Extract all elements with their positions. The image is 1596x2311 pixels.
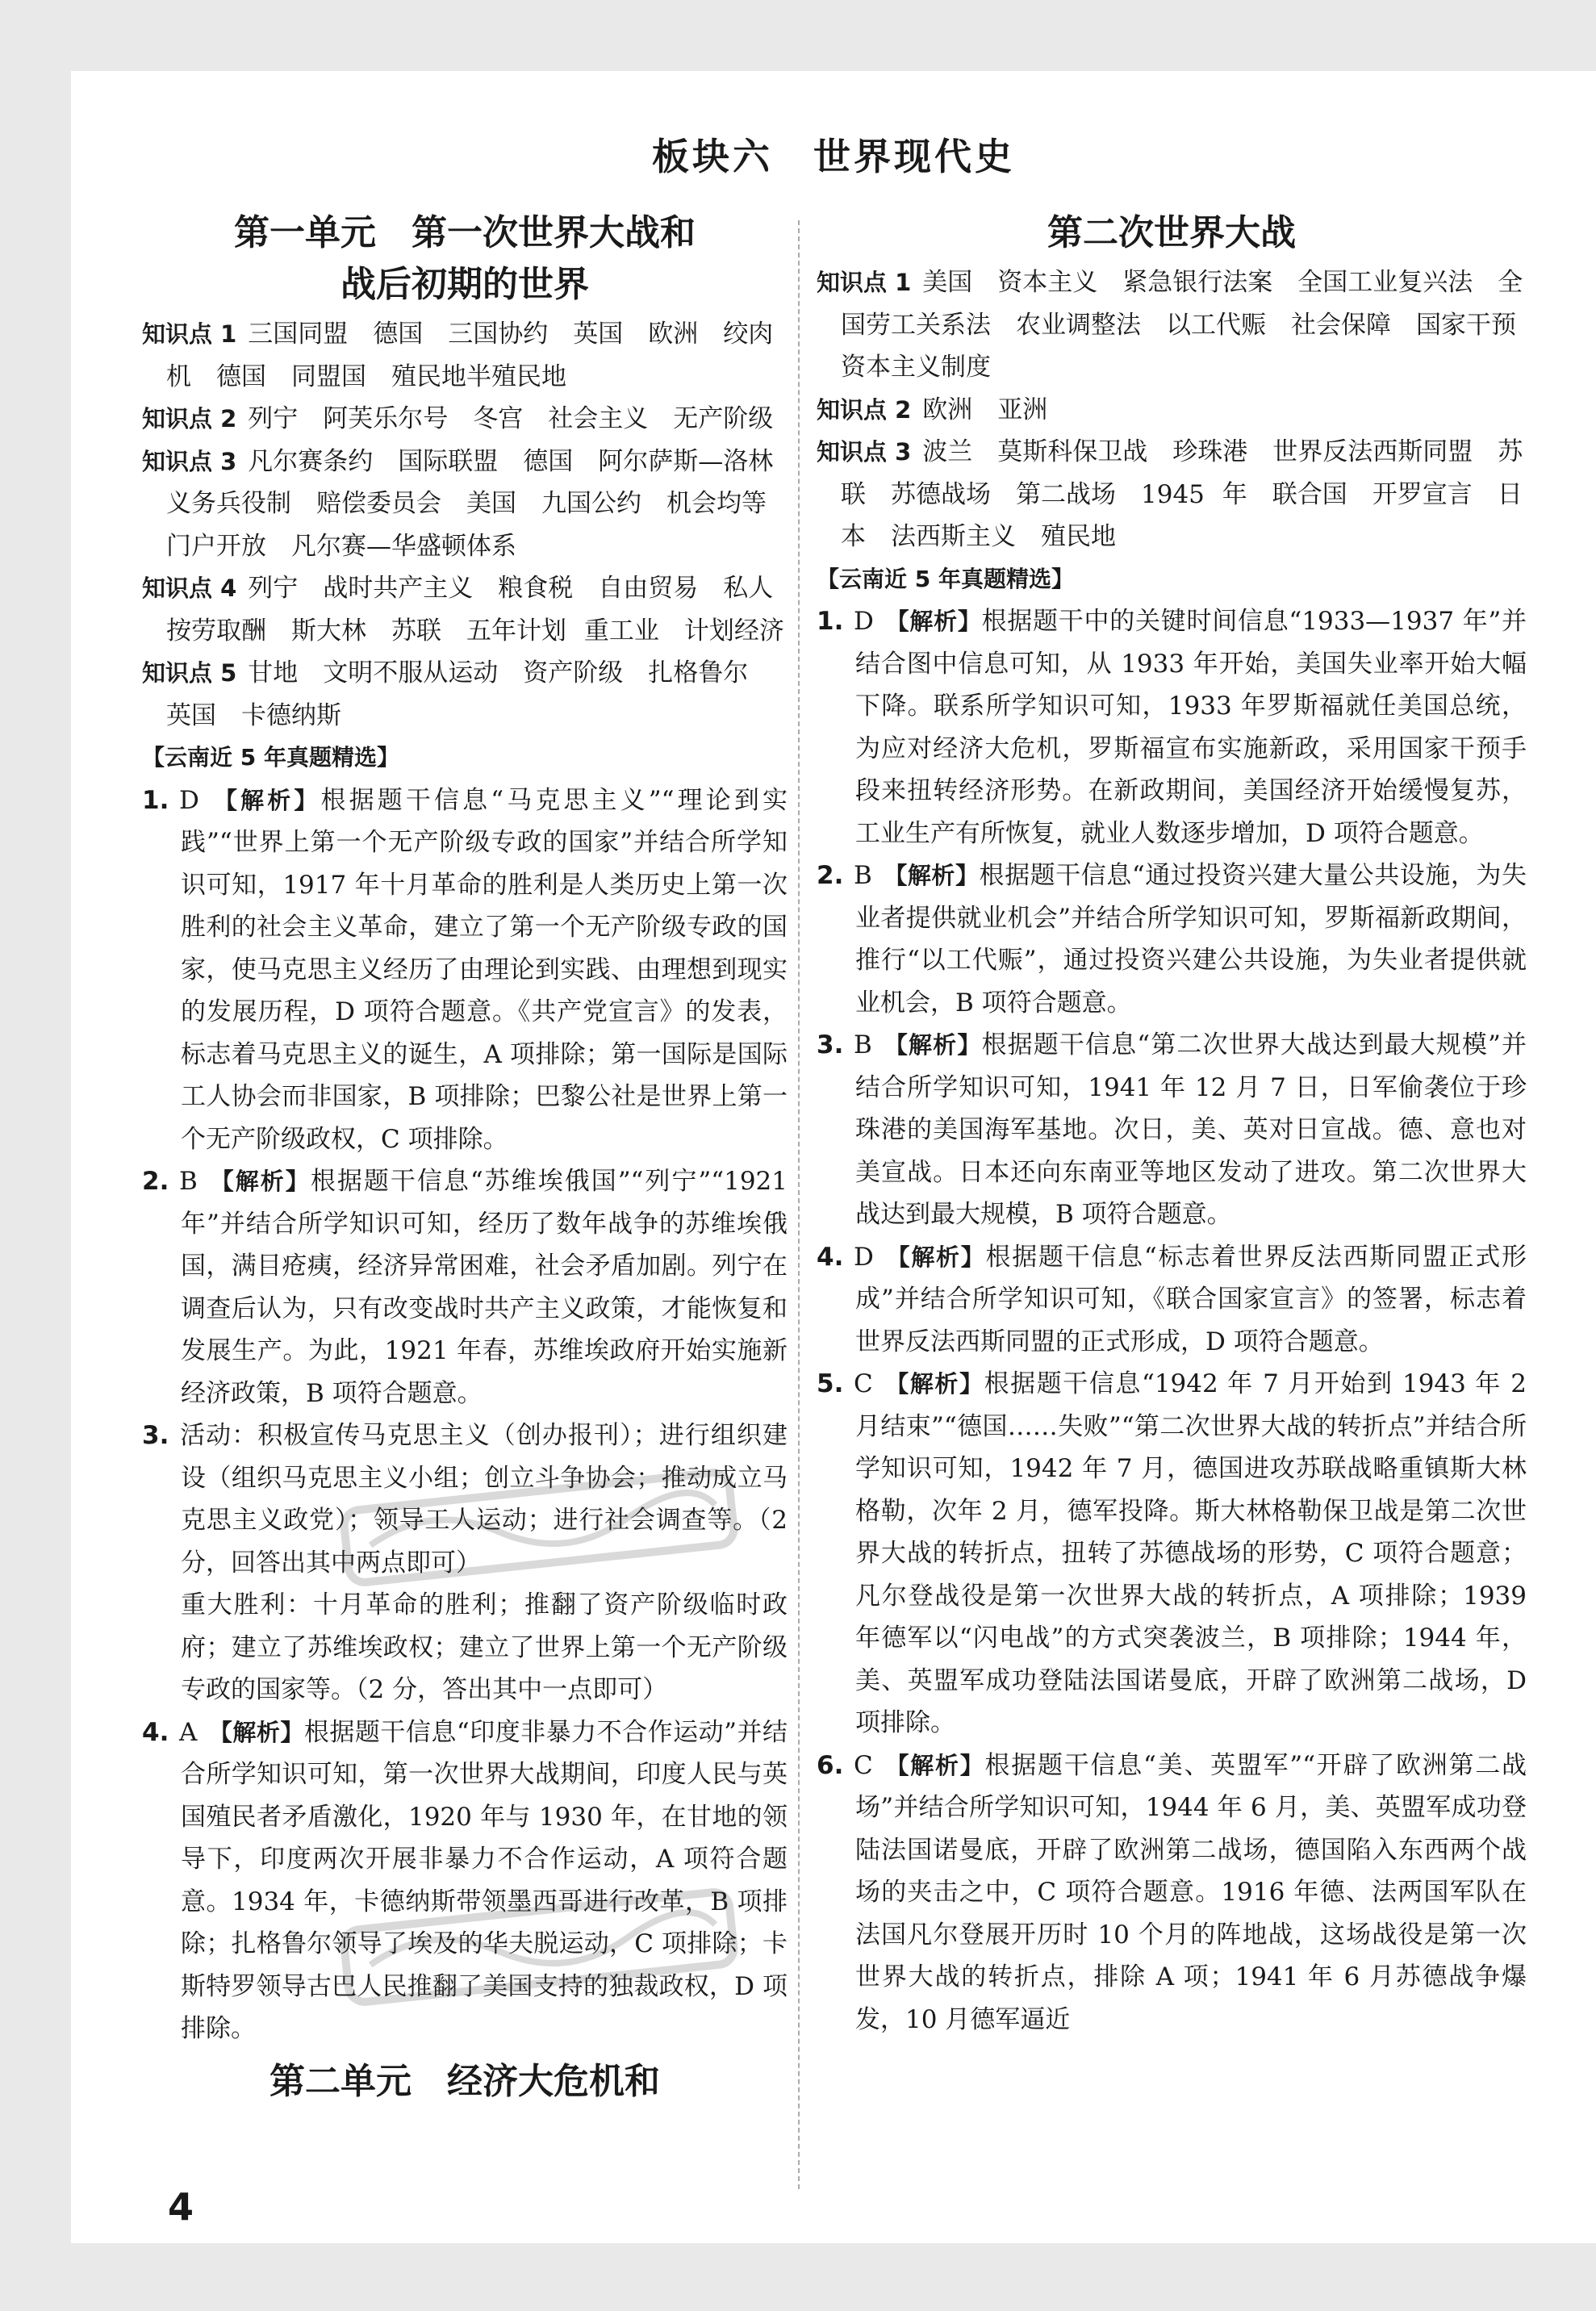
unit-heading-1-line1: 第一单元 第一次世界大战和: [234, 212, 696, 253]
question-answer: B: [179, 1167, 198, 1196]
question-text: 根据题干信息“马克思主义”“理论到实践”“世界上第一个无产阶级专政的国家”并结合所学知识可知，1917 年十月革命的胜利是人类历史上第一次胜利的社会主义革命，建立了第一个无产阶级专政的国家，使马克思主义经历了由理论到实践、由理想到现实的发展历程，D 项符合题意。《共产党宣言》的发表，标志着马克思主义的诞生，A 项排除；第一国际是国际工人协会而非国家，B 项排除；巴黎公社是世界上第一个无产阶级政权，C 项排除。: [181, 785, 788, 1154]
knowledge-point: [817, 431, 1527, 558]
question-text: 根据题干信息“通过投资兴建大量公共设施，为失业者提供就业机会”并结合所学知识可知，罗斯福新政期间，推行“以工代赈”，通过投资兴建公共设施，为失业者提供就业机会，B 项符合题意。: [855, 861, 1527, 1018]
question-number: 4.: [817, 1242, 844, 1272]
question-number: 1.: [142, 785, 169, 815]
analysis-tag: 【解析】: [884, 1751, 985, 1779]
right-column: [817, 208, 1541, 2041]
question-text: 根据题干信息“苏维埃俄国”“列宁”“1921 年”并结合所学知识可知，经历了数年战争的苏维埃俄国，满目疮痍，经济异常困难，社会矛盾加剧。列宁在调查后认为，只有改变战时共产主义政策，才能恢复和发展生产。为此，1921 年春，苏维埃政府开始实施新经济政策，B 项符合题意。: [181, 1167, 788, 1408]
unit-heading-2-continued: 第二次世界大战: [1047, 212, 1296, 253]
question-answer: B: [854, 1030, 872, 1059]
knowledge-point-label: 知识点 4: [142, 575, 237, 602]
page-title: 板块六 世界现代史: [652, 135, 1015, 178]
knowledge-point: [142, 652, 788, 737]
analysis-tag: 【解析】: [883, 862, 980, 889]
knowledge-point-label: 知识点 3: [142, 447, 237, 475]
question-number: 3.: [817, 1030, 844, 1059]
unit-heading-2: 第二单元 经济大危机和: [269, 2060, 660, 2102]
analysis-tag: 【解析】: [884, 1243, 986, 1271]
question-answer: C: [854, 1369, 873, 1398]
question-extra-text: 重大胜利：十月革命的胜利；推翻了资产阶级临时政府；建立了苏维埃政权；建立了世界上第一个无产阶级专政的国家等。（2 分，答出其中一点即可）: [181, 1590, 788, 1704]
knowledge-point-label: 知识点 1: [142, 320, 237, 348]
knowledge-point-text: 甘地 文明不服从运动 资产阶级 扎格鲁尔 英国 卡德纳斯: [166, 658, 774, 730]
question-text: 根据题干信息“第二次世界大战达到最大规模”并结合所学知识可知，1941 年 12 月 7 日，日军偷袭位于珍珠港的美国海军基地。次日，美、英对日宣战。德、意也对美宣战。日本还向东南亚等地区发动了进攻。第二次世界大战达到最大规模，B 项符合题意。: [855, 1030, 1527, 1229]
page-number: 4: [168, 2185, 194, 2229]
question-item: [817, 1236, 1527, 1364]
question-text: 根据题干中的关键时间信息“1933—1937 年”并结合图中信息可知，从 1933 年开始，美国失业率开始大幅下降。联系所学知识可知，1933 年罗斯福就任美国总统，为应对经济大危机，罗斯福宣布实施新政，采用国家干预手段来扭转经济形势。在新政期间，美国经济开始缓慢复苏，工业生产有所恢复，就业人数逐步增加，D 项符合题意。: [855, 607, 1527, 848]
question-text: 根据题干信息“印度非暴力不合作运动”并结合所学知识可知，第一次世界大战期间，印度人民与英国殖民者矛盾激化，1920 年与 1930 年，在甘地的领导下，印度两次开展非暴力不合作运动，A 项符合题意。1934 年，卡德纳斯带领墨西哥进行改革，B 项排除；扎格鲁尔领导了埃及的华夫脱运动，C 项排除；卡斯特罗领导古巴人民推翻了美国支持的独裁政权，D 项排除。: [181, 1717, 788, 2043]
analysis-tag: 【解析】: [884, 1370, 984, 1398]
question-answer: D: [854, 607, 874, 636]
knowledge-point: [817, 389, 1527, 432]
question-number: 4.: [142, 1717, 169, 1747]
question-item: [817, 1363, 1527, 1745]
page-sheet: [71, 71, 1596, 2243]
unit-heading-1-line2: 战后初期的世界: [341, 264, 589, 305]
question-item: [817, 1745, 1527, 2041]
knowledge-point-label: 知识点 3: [817, 438, 912, 466]
question-answer: B: [854, 861, 872, 890]
knowledge-point-label: 知识点 2: [817, 395, 912, 424]
analysis-tag: 【解析】: [883, 1031, 982, 1059]
knowledge-point-text: 列宁 战时共产主义 粮食税 自由贸易 私人 按劳取酬 斯大林 苏联 五年计划 重工业 计划经济: [166, 574, 799, 646]
question-number: 5.: [817, 1369, 844, 1398]
question-item: [142, 1160, 788, 1415]
section-label: 【云南近 5 年真题精选】: [142, 744, 399, 771]
knowledge-point-label: 知识点 2: [142, 405, 237, 433]
question-number: 2.: [142, 1167, 169, 1196]
knowledge-point-label: 知识点 1: [817, 269, 912, 296]
question-number: 1.: [817, 607, 844, 636]
question-number: 6.: [817, 1750, 844, 1780]
question-item: [817, 1024, 1527, 1236]
knowledge-point: [142, 441, 799, 568]
question-item: [817, 600, 1527, 855]
analysis-tag: 【解析】: [210, 786, 321, 814]
knowledge-point-label: 知识点 5: [142, 659, 237, 687]
analysis-tag: 【解析】: [208, 1718, 304, 1746]
question-answer: C: [854, 1750, 873, 1780]
knowledge-point: [142, 567, 799, 652]
analysis-tag: 【解析】: [884, 608, 982, 635]
question-text: 根据题干信息“美、英盟军”“开辟了欧洲第二战场”并结合所学知识可知，1944 年 6 月，美、英盟军成功登陆法国诺曼底，开辟了欧洲第二战场，德国陷入东西两个战场的夹击之中，C 项符合题意。1916 年德、法两国军队在法国凡尔登展开历时 10 个月的阵地战，这场战役是第一次世界大战的转折点，排除 A 项；1941 年 6 月苏德战争爆发，10 月德军逼近: [855, 1750, 1527, 2034]
question-answer: A: [179, 1717, 198, 1747]
question-item: [817, 855, 1527, 1024]
analysis-tag: 【解析】: [208, 1168, 311, 1195]
column-divider: [798, 220, 800, 2189]
knowledge-point: [142, 313, 788, 398]
left-column: [142, 208, 799, 2110]
knowledge-point: [142, 398, 788, 441]
question-answer: D: [854, 1242, 874, 1272]
question-number: 3.: [142, 1421, 169, 1450]
question-text: 活动：积极宣传马克思主义（创办报刊）；进行组织建设（组织马克思主义小组；创立斗争协会；推动成立马克思主义政党）；领导工人运动；进行社会调查等。（2 分，回答出其中两点即可）: [179, 1421, 788, 1578]
knowledge-point-text: 欧洲 亚洲: [922, 395, 1048, 424]
knowledge-point-text: 凡尔赛条约 国际联盟 德国 阿尔萨斯—洛林 义务兵役制 赔偿委员会 美国 九国公约 机会均等 门户开放 凡尔赛—华盛顿体系: [166, 446, 799, 561]
section-label: 【云南近 5 年真题精选】: [817, 565, 1074, 592]
question-text: 根据题干信息“1942 年 7 月开始到 1943 年 2 月结束”“德国……失败”“第二次世界大战的转折点”并结合所学知识可知，1942 年 7 月，德国进攻苏联战略重镇斯大林格勒，次年 2 月，德军投降。斯大林格勒保卫战是第二次世界大战的转折点，扭转了苏德战场的形势，C 项符合题意；凡尔登战役是第一次世界大战的转折点，A 项排除；1939 年德军以“闪电战”的方式突袭波兰，B 项排除；1944 年，美、英盟军成功登陆法国诺曼底，开辟了欧洲第二战场，D 项排除。: [855, 1369, 1527, 1737]
knowledge-point-text: 美国 资本主义 紧急银行法案 全国工业复兴法 全国劳工关系法 农业调整法 以工代赈 社会保障 国家干预 资本主义制度: [841, 268, 1541, 382]
question-text: 根据题干信息“标志着世界反法西斯同盟正式形成”并结合所学知识可知，《联合国家宣言》的签署，标志着世界反法西斯同盟的正式形成，D 项符合题意。: [855, 1242, 1527, 1356]
knowledge-point-text: 列宁 阿芙乐尔号 冬宫 社会主义 无产阶级: [248, 404, 774, 433]
knowledge-point: [817, 261, 1541, 389]
question-answer: D: [179, 785, 199, 815]
question-number: 2.: [817, 861, 844, 890]
question-item: [142, 779, 788, 1161]
knowledge-point-text: 波兰 莫斯科保卫战 珍珠港 世界反法西斯同盟 苏联 苏德战场 第二战场 1945 年 联合国 开罗宣言 日本 法西斯主义 殖民地: [841, 437, 1523, 551]
knowledge-point-text: 三国同盟 德国 三国协约 英国 欧洲 绞肉机 德国 同盟国 殖民地半殖民地: [166, 320, 774, 391]
